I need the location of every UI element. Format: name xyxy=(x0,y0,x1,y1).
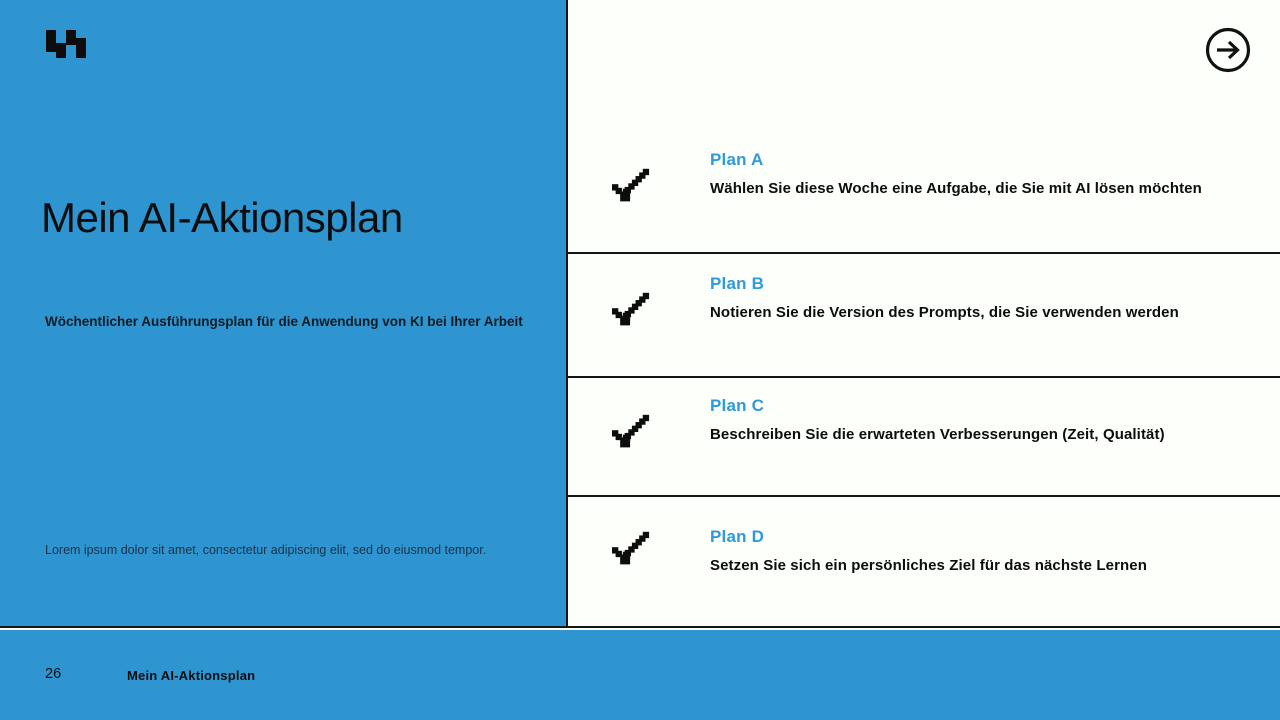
plan-label: Plan D xyxy=(710,527,765,547)
plan-item xyxy=(612,527,1280,574)
next-slide-button[interactable] xyxy=(1204,26,1252,74)
plan-list-panel xyxy=(568,0,1280,626)
left-panel-note: Lorem ipsum dolor sit amet, consectetur adipiscing elit, sed do eiusmod tempor. xyxy=(45,543,487,557)
page-number: 26 xyxy=(45,666,62,682)
brand-logo-icon xyxy=(46,30,86,58)
plan-item xyxy=(612,274,1280,328)
checkmark-icon xyxy=(612,414,650,450)
slide-subtitle: Wöchentlicher Ausführungsplan für die Anwendung von KI bei Ihrer Arbeit xyxy=(45,314,523,329)
plan-description: Beschreiben Sie die erwarteten Verbesserungen (Zeit, Qualität) xyxy=(710,425,1165,443)
plan-label: Plan C xyxy=(710,395,765,415)
plan-text xyxy=(710,396,1165,443)
plan-description: Notieren Sie die Version des Prompts, die Sie verwenden werden xyxy=(710,303,1179,321)
footer xyxy=(0,630,1280,720)
checkmark-icon xyxy=(612,168,650,204)
slide-title: Mein AI-Aktionsplan xyxy=(41,194,403,241)
footer-title: Mein AI-Aktionsplan xyxy=(127,668,256,683)
plan-description: Wählen Sie diese Woche eine Aufgabe, die Sie mit AI lösen möchten xyxy=(710,180,1202,197)
plan-item xyxy=(612,150,1280,204)
left-panel xyxy=(0,0,568,626)
plan-label: Plan B xyxy=(710,273,765,293)
plan-text xyxy=(710,527,1147,574)
plan-text xyxy=(710,150,1202,197)
plan-text xyxy=(710,274,1179,321)
plan-row xyxy=(568,495,1280,626)
plan-item xyxy=(612,396,1280,450)
plan-row xyxy=(568,376,1280,496)
plan-description: Setzen Sie sich ein persönliches Ziel für das nächste Lernen xyxy=(710,557,1147,575)
checkmark-icon xyxy=(612,531,650,567)
arrow-right-circle-icon xyxy=(1204,26,1252,74)
checkmark-icon xyxy=(612,292,650,328)
plan-label: Plan A xyxy=(710,150,764,169)
plan-row xyxy=(568,0,1280,252)
plan-row xyxy=(568,252,1280,376)
